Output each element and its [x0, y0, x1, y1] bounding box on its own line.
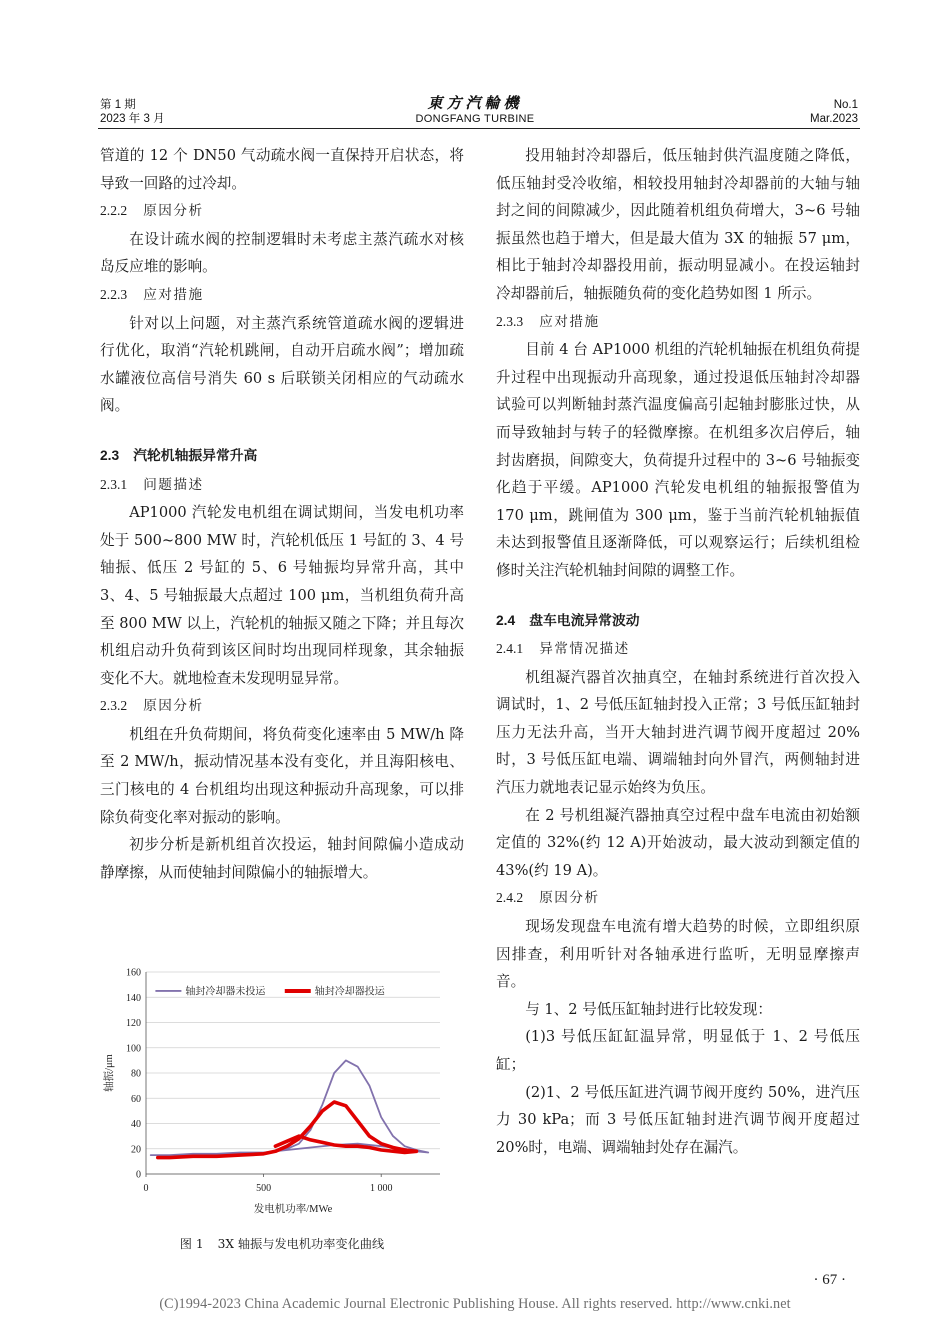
- subsection-title: 应对措施: [539, 313, 600, 330]
- figure-1-chart: [100, 962, 464, 1220]
- subsection-number: 2.3.3: [496, 313, 524, 329]
- subsection-number: 2.3.2: [100, 698, 128, 714]
- subsection-number: 2.2.2: [100, 203, 128, 219]
- y-tick-label: 60: [131, 1093, 141, 1105]
- figure-caption: [100, 1236, 464, 1252]
- section-heading-2-4: [496, 607, 860, 636]
- paragraph: AP1000 汽轮发电机组在调试期间，当发电机功率处于 500~800 MW 时，汽轮机低压 1 号缸的 3、4 号轴振、低压 2 号缸的 5、6 号轴振均异常升高，其中 3、4、5 号轴振最大点超过 100 μm，当机组负荷升高至 800 MW 以上，汽轮机的轴振又随之下降；并且每次机组启动升负荷到该区间时均出现同样现象，其余轴振变化不大。就地检查未发现明显异常。: [100, 504, 464, 687]
- x-tick-label: 1 000: [369, 1183, 393, 1194]
- subsection-heading-2-2-3: [100, 281, 464, 310]
- subsection-heading-2-4-1: [496, 635, 860, 664]
- subsection-title: 原因分析: [143, 698, 204, 715]
- subsection-number: 2.3.1: [100, 476, 128, 492]
- journal-name-en: DONGFANG TURBINE: [415, 113, 535, 125]
- subsection-title: 问题描述: [143, 476, 204, 493]
- figure-number: 图 1: [179, 1237, 204, 1251]
- header-left: [100, 98, 165, 126]
- section-number: 2.3: [100, 447, 120, 463]
- paragraph: 目前 4 台 AP1000 机组的汽轮机轴振在机组负荷提升过程中出现振动升高现象，通过投退低压轴封冷却器试验可以判断轴封蒸汽温度偏高引起轴封膨胀过快，从而导致轴封与转子的轻微摩擦。在机组多次启停后，轴封齿磨损，间隙变大，负荷提升过程中的 3~6 号轴振变化趋于平缓。AP1000 汽轮发电机组的轴振报警值为 170 μm，跳闸值为 300 μm，鉴于当前汽轮机轴振值未达到报警值且逐渐降低，可以观察运行；后续机组检修时关注汽轮机轴封间隙的调整工作。: [496, 341, 860, 579]
- page-number: · 67 ·: [813, 1272, 846, 1288]
- y-tick-label: 40: [131, 1119, 141, 1130]
- paragraph: 与 1、2 号低压缸轴封进行比较发现：: [525, 1000, 772, 1018]
- left-column: [100, 142, 464, 886]
- issue-number-en: No.1: [833, 99, 858, 111]
- paragraph: 在 2 号机组凝汽器抽真空过程中盘车电流由初始额定值的 32%(约 12 A)开始波动，最大波动到额定值的 43%(约 19 A)。: [496, 806, 860, 879]
- section-heading-2-3: [100, 442, 464, 471]
- subsection-heading-2-3-3: [496, 308, 860, 337]
- date-label: 2023 年 3 月: [100, 113, 165, 125]
- paragraph: 在设计疏水阀的控制逻辑时未考虑主蒸汽疏水对核岛反应堆的影响。: [100, 230, 464, 276]
- y-axis-label: 轴振/μm: [104, 1054, 115, 1092]
- section-title: 盘车电流异常波动: [529, 612, 640, 629]
- paragraph: 针对以上问题，对主蒸汽系统管道疏水阀的逻辑进行优化，取消“汽轮机跳闸，自动开启疏水阀”；增加疏水罐液位高信号消失 60 s 后联锁关闭相应的气动疏水阀。: [100, 314, 464, 415]
- y-tick-label: 120: [126, 1018, 141, 1029]
- y-tick-label: 140: [126, 992, 141, 1004]
- paragraph: 初步分析是新机组首次投运，轴封间隙偏小造成动静摩擦，从而使轴封间隙偏小的轴振增大。: [100, 836, 464, 881]
- y-tick-label: 20: [131, 1144, 141, 1156]
- y-tick-label: 80: [131, 1068, 141, 1080]
- subsection-title: 异常情况描述: [539, 641, 630, 658]
- paragraph: 现场发现盘车电流有增大趋势的时候，立即组织原因排查，利用听针对各轴承进行监听，无明显摩擦声音。: [496, 918, 860, 991]
- right-column: [496, 142, 860, 1161]
- y-tick-label: 100: [126, 1043, 141, 1055]
- subsection-number: 2.4.2: [496, 890, 524, 906]
- list-item: (2)1、2 号低压缸进汽调节阀开度约 50%，进汽压力 30 kPa；而 3 号低压缸轴封进汽调节阀开度超过 20%时，电端、调端轴封处存在漏汽。: [496, 1083, 860, 1156]
- list-item: (1)3 号低压缸缸温异常，明显低于 1、2 号低压缸；: [496, 1028, 860, 1073]
- subsection-heading-2-3-2: [100, 692, 464, 721]
- x-tick-label: 0: [143, 1183, 149, 1194]
- header-right: [810, 98, 858, 126]
- journal-logo: 東方汽輪機: [427, 94, 523, 112]
- x-axis-label: 发电机功率/MWe: [253, 1204, 333, 1215]
- figure-caption-text: 3X 轴振与发电机功率变化曲线: [217, 1237, 385, 1251]
- paragraph: 投用轴封冷却器后，低压轴封供汽温度随之降低，低压轴封受冷收缩，相较投用轴封冷却器前的大轴与轴封之间的间隙减少，因此随着机组负荷增大，3~6 号轴振虽然也趋于增大，但是最大值为 3X 的轴振 57 μm，相比于轴封冷却器投用前，振动明显减小。在投运轴封冷却器前后，轴振随负荷的变化趋势如图 1 所示。: [496, 147, 860, 302]
- legend-label: 轴封冷却器投运: [314, 986, 385, 998]
- copyright-notice: (C)1994-2023 China Academic Journal Electronic Publishing House. All rights reserved. http://www.cnki.net: [159, 1296, 791, 1312]
- subsection-number: 2.4.1: [496, 641, 524, 657]
- chart-svg: [100, 962, 464, 1220]
- section-title: 汽轮机轴振异常升高: [133, 447, 258, 464]
- paragraph: 机组在升负荷期间，将负荷变化速率由 5 MW/h 降至 2 MW/h，振动情况基本没有变化，并且海阳核电、三门核电的 4 台机组均出现这种振动升高现象，可以排除负荷变化率对振动的影响。: [100, 725, 464, 826]
- subsection-title: 原因分析: [143, 203, 204, 220]
- subsection-number: 2.2.3: [100, 286, 128, 302]
- section-number: 2.4: [496, 612, 516, 628]
- subsection-heading-2-4-2: [496, 884, 860, 913]
- paragraph: 机组凝汽器首次抽真空，在轴封系统进行首次投入调试时，1、2 号低压缸轴封投入正常；3 号低压缸轴封压力无法升高，当开大轴封进汽调节阀开度超过 20%时，3 号低压缸电端、调端轴封向外冒汽，两侧轴封进汽压力就地表记显示始终为负压。: [496, 668, 860, 797]
- date-en: Mar.2023: [810, 113, 858, 125]
- subsection-heading-2-2-2: [100, 197, 464, 226]
- subsection-title: 原因分析: [539, 890, 600, 907]
- subsection-heading-2-3-1: [100, 471, 464, 500]
- header-rule: [98, 128, 860, 129]
- paragraph: 管道的 12 个 DN50 气动疏水阀一直保持开启状态，将导致一回路的过冷却。: [100, 147, 464, 192]
- y-tick-label: 160: [126, 967, 141, 979]
- y-tick-label: 0: [136, 1169, 141, 1181]
- subsection-title: 应对措施: [143, 286, 204, 303]
- legend-label: 轴封冷却器未投运: [185, 986, 266, 998]
- x-tick-label: 500: [256, 1183, 272, 1194]
- journal-header: [325, 94, 625, 126]
- issue-label: 第 1 期: [100, 99, 136, 111]
